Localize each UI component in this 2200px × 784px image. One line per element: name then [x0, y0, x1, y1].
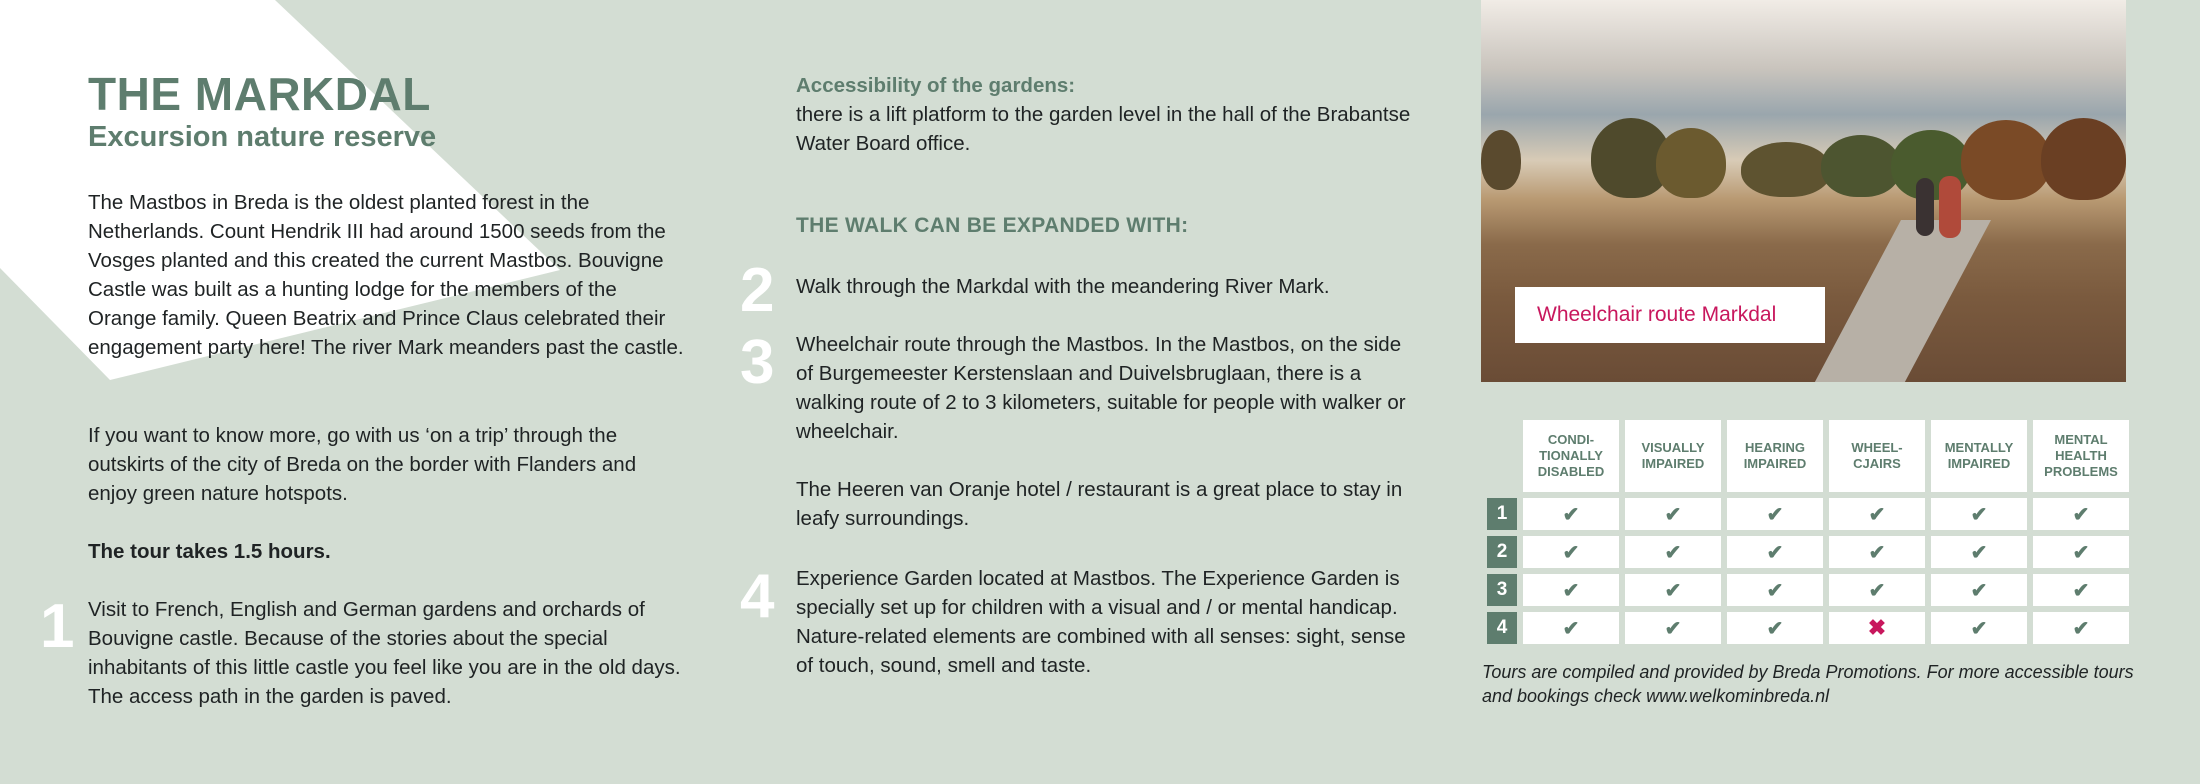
check-icon: ✔	[1523, 498, 1619, 530]
landscape-photo	[1481, 0, 2126, 382]
table-row	[1487, 536, 2129, 568]
tree-shape	[1741, 142, 1831, 197]
row-number: 1	[1487, 498, 1517, 530]
check-icon: ✔	[2033, 498, 2129, 530]
cross-icon: ✖	[1829, 612, 1925, 644]
stop-4-text: Experience Garden located at Mastbos. The Experience Garden is specially set up for children with a visual and / or mental handicap. Nature-related elements are combined with all senses: sight, sense of touch, sound, smell and taste.	[796, 567, 1406, 677]
check-icon: ✔	[1829, 498, 1925, 530]
expand-heading: THE WALK CAN BE EXPANDED WITH:	[796, 214, 1189, 237]
stop-1-number: 1	[40, 592, 75, 661]
check-icon: ✔	[1931, 498, 2027, 530]
header-mental-health-problems: MENTAL HEALTH PROBLEMS	[2033, 420, 2129, 492]
header-conditionally-disabled: CONDI-TIONALLY DISABLED	[1523, 420, 1619, 492]
page-title: THE MARKDAL	[88, 68, 431, 120]
check-icon: ✔	[1523, 536, 1619, 568]
photo-caption-box	[1515, 287, 1825, 343]
header-mentally-impaired: MENTALLY IMPAIRED	[1931, 420, 2027, 492]
page-subtitle: Excursion nature reserve	[88, 121, 437, 153]
row-number: 3	[1487, 574, 1517, 606]
header-hearing-impaired: HEARING IMPAIRED	[1727, 420, 1823, 492]
left-column	[88, 68, 688, 708]
check-icon: ✔	[1727, 536, 1823, 568]
table-row	[1487, 612, 2129, 644]
check-icon: ✔	[1625, 612, 1721, 644]
tree-shape	[1961, 120, 2051, 200]
accessibility-label: Accessibility of the gardens:	[796, 74, 1076, 97]
stop-4-number: 4	[740, 562, 775, 631]
check-icon: ✔	[1931, 612, 2027, 644]
row-number: 4	[1487, 612, 1517, 644]
tree-shape	[1481, 130, 1521, 190]
table-row	[1487, 574, 2129, 606]
stop-3-extra-text: The Heeren van Oranje hotel / restaurant is a great place to stay in leafy surroundings.	[796, 478, 1403, 530]
header-wheelchairs: WHEEL-CJAIRS	[1829, 420, 1925, 492]
check-icon: ✔	[1727, 612, 1823, 644]
check-icon: ✔	[1931, 536, 2027, 568]
header-blank	[1487, 420, 1517, 492]
check-icon: ✔	[2033, 536, 2129, 568]
footnote: Tours are compiled and provided by Breda Promotions. For more accessible tours and bookings check www.welkominbreda.nl	[1482, 662, 2134, 706]
check-icon: ✔	[1523, 612, 1619, 644]
stop-3-number: 3	[740, 328, 775, 397]
check-icon: ✔	[1625, 498, 1721, 530]
check-icon: ✔	[1625, 536, 1721, 568]
tree-shape	[1656, 128, 1726, 198]
check-icon: ✔	[1727, 498, 1823, 530]
check-icon: ✔	[1829, 574, 1925, 606]
table-header-row	[1487, 420, 2129, 492]
more-info-paragraph: If you want to know more, go with us ‘on a trip’ through the outskirts of the city of Breda on the border with Flanders and enjoy green nature hotspots.	[88, 424, 637, 505]
tree-shape	[2041, 118, 2126, 200]
check-icon: ✔	[1829, 536, 1925, 568]
stop-2-number: 2	[740, 256, 775, 325]
check-icon: ✔	[2033, 574, 2129, 606]
tree-shape	[1821, 135, 1901, 197]
check-icon: ✔	[1727, 574, 1823, 606]
intro-paragraph: The Mastbos in Breda is the oldest planted forest in the Netherlands. Count Hendrik III had around 1500 seeds from the Vosges planted and this created the current Mastbos. Bouvigne Castle was built as a hunting lodge for the members of the Orange family. Queen Beatrix and Prince Claus celebrated their engagement party here! The river Mark meanders past the castle.	[88, 191, 684, 359]
tour-duration: The tour takes 1.5 hours.	[88, 540, 331, 563]
stop-3-text: Wheelchair route through the Mastbos. In the Mastbos, on the side of Burgemeester Kerstenslaan and Duivelsbruglaan, there is a walking route of 2 to 3 kilometers, suitable for people with walker or wheelchair.	[796, 333, 1406, 443]
row-number: 2	[1487, 536, 1517, 568]
check-icon: ✔	[2033, 612, 2129, 644]
walker-figure	[1916, 178, 1934, 236]
check-icon: ✔	[1625, 574, 1721, 606]
table-row	[1487, 498, 2129, 530]
stop-1-text: Visit to French, English and German gardens and orchards of Bouvigne castle. Because of the stories about the special inhabitants of this little castle you feel like you are in the old days. The access path in the garden is paved.	[88, 598, 681, 708]
check-icon: ✔	[1523, 574, 1619, 606]
photo-caption: Wheelchair route Markdal	[1537, 303, 1777, 326]
walker-figure	[1939, 176, 1961, 238]
stop-2-text: Walk through the Markdal with the meandering River Mark.	[796, 275, 1330, 298]
middle-column	[796, 72, 1416, 677]
check-icon: ✔	[1931, 574, 2027, 606]
header-visually-impaired: VISUALLY IMPAIRED	[1625, 420, 1721, 492]
accessibility-text: there is a lift platform to the garden level in the hall of the Brabantse Water Board office.	[796, 103, 1411, 155]
accessibility-table	[1481, 414, 2135, 650]
